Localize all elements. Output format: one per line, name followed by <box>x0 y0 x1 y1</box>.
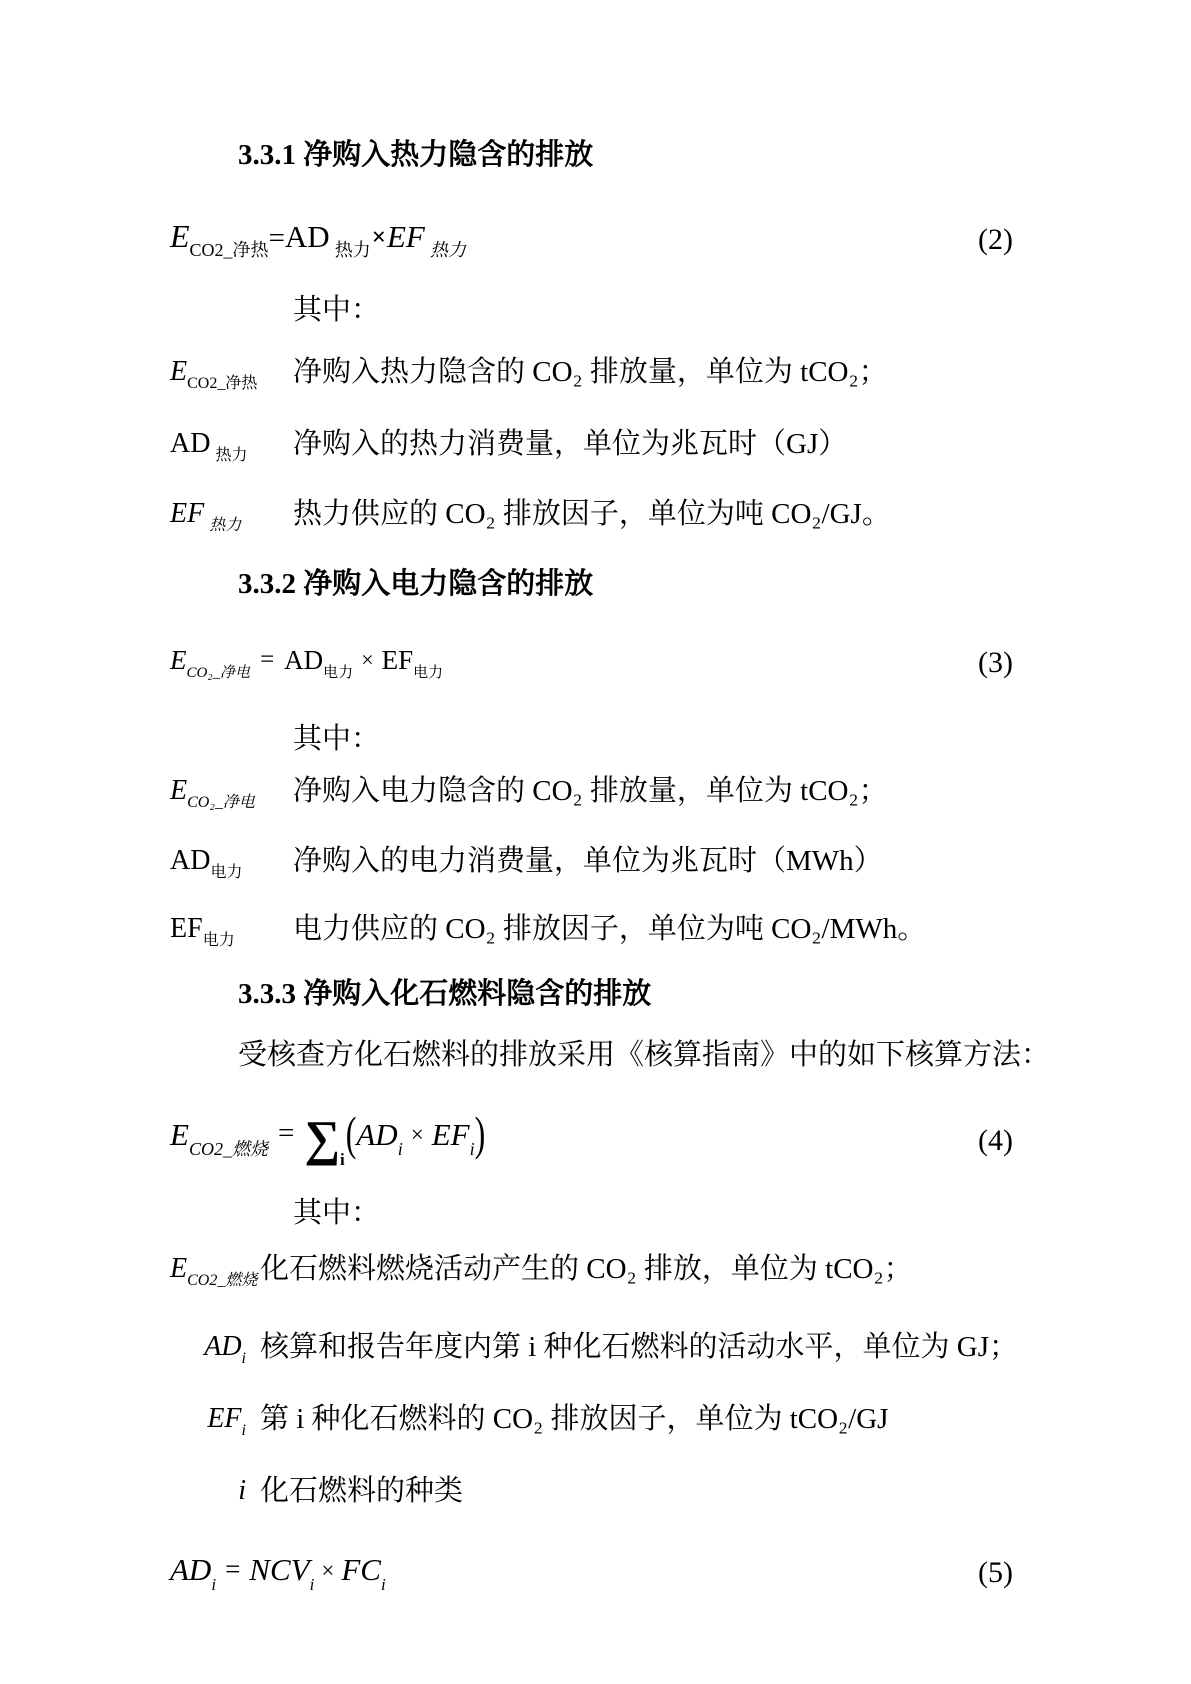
term-symbol-subscript: 电力 <box>210 864 243 881</box>
term-symbol-main: AD <box>170 428 211 459</box>
term-symbol-main: E <box>170 356 188 387</box>
term-row <box>170 1401 1013 1449</box>
term-row <box>170 1473 1013 1521</box>
term-symbol-subscript: CO₂_净电 <box>187 794 255 811</box>
term-symbol <box>170 773 293 821</box>
equals-sign: = <box>260 645 275 673</box>
term-description: 化石燃料的种类 <box>260 1475 464 1507</box>
formula-2-term-b: EF <box>386 219 425 254</box>
term-description: 化石燃料燃烧活动产生的 CO₂ 排放，单位为 tCO₂； <box>260 1253 913 1285</box>
formula-3-term-b: EF <box>381 644 414 675</box>
formula-3-number: (3) <box>978 646 1013 679</box>
term-symbol-subscript: 热力 <box>215 447 248 464</box>
term-description: 第 i 种化石燃料的 CO₂ 排放因子，单位为 tCO₂/GJ <box>260 1403 889 1435</box>
term-description: 电力供应的 CO₂ 排放因子，单位为吨 CO₂/MWh。 <box>293 913 927 945</box>
term-symbol-main: EF <box>207 1403 242 1434</box>
term-symbol-main: EF <box>170 913 203 944</box>
term-symbol-subscript: i <box>241 1350 246 1367</box>
formula-2-body <box>170 218 466 262</box>
where-label: 其中： <box>293 294 381 326</box>
formula-5-lhs: AD <box>170 1551 212 1587</box>
formula-4-body <box>170 1105 486 1170</box>
summation-sign: ∑ <box>304 1109 340 1166</box>
formula-2-term-a: AD <box>284 219 330 254</box>
where-label: 其中： <box>293 723 381 755</box>
formula-2-lhs: E <box>170 218 190 254</box>
formula-4-term-b: EF <box>431 1116 470 1152</box>
formula-4-number: (4) <box>978 1124 1013 1157</box>
equals-sign: = <box>277 1116 295 1149</box>
term-row <box>170 773 1013 821</box>
term-row <box>170 1251 1013 1299</box>
term-symbol-main: AD <box>170 845 211 876</box>
term-symbol-subscript: CO2_燃烧 <box>187 1272 258 1289</box>
formula-3-lhs: E <box>170 644 187 675</box>
formula-5-term-b: FC <box>341 1551 381 1587</box>
summation-index: i <box>339 1149 345 1169</box>
section-heading-3-3-3: 3.3.3 净购入化石燃料隐含的排放 <box>238 978 652 1010</box>
formula-5-term-a-subscript: i <box>309 1574 315 1594</box>
where-label: 其中： <box>293 1197 381 1229</box>
term-symbol <box>170 911 293 959</box>
formula-3-lhs-subscript: CO₂_净电 <box>186 664 251 681</box>
formula-4-term-a-subscript: i <box>397 1138 403 1159</box>
formula-5-body <box>170 1552 386 1595</box>
term-symbol-main: i <box>238 1475 246 1506</box>
term-symbol <box>170 354 293 402</box>
term-symbol-main: EF <box>170 498 205 529</box>
equals-sign: = <box>225 1553 241 1584</box>
formula-2 <box>170 218 1013 262</box>
term-row <box>170 496 1013 544</box>
formula-2-lhs-subscript: CO2_净热 <box>189 240 269 260</box>
term-row <box>170 1329 1019 1377</box>
term-symbol <box>170 496 293 544</box>
term-symbol-subscript: 电力 <box>202 932 235 949</box>
term-row <box>170 911 1013 959</box>
term-symbol-subscript: CO2_净热 <box>187 375 258 392</box>
term-description: 净购入的热力消费量，单位为兆瓦时（GJ） <box>293 428 848 460</box>
formula-3-term-a-subscript: 电力 <box>323 664 354 681</box>
formula-3-body <box>170 645 443 682</box>
term-symbol <box>170 1473 260 1521</box>
formula-4-term-b-subscript: i <box>469 1138 475 1159</box>
formula-3-term-a: AD <box>284 644 324 675</box>
formula-5-term-a: NCV <box>249 1551 310 1587</box>
term-symbol-main: E <box>170 1253 188 1284</box>
multiply-sign: × <box>410 1121 424 1147</box>
term-symbol-main: E <box>170 775 188 806</box>
term-symbol-subscript: i <box>241 1422 246 1439</box>
formula-3-term-b-subscript: 电力 <box>413 664 444 681</box>
term-description: 净购入的电力消费量，单位为兆瓦时（MWh） <box>293 845 883 877</box>
term-description: 核算和报告年度内第 i 种化石燃料的活动水平，单位为 GJ； <box>260 1331 1019 1363</box>
equals-sign: = <box>268 222 285 254</box>
term-symbol-main: AD <box>204 1331 242 1362</box>
formula-2-term-b-subscript: 热力 <box>429 240 466 260</box>
term-symbol <box>170 1251 260 1299</box>
term-symbol <box>170 1401 260 1449</box>
term-row <box>170 354 1013 402</box>
formula-4 <box>170 1105 1013 1169</box>
multiply-sign: × <box>361 646 374 672</box>
formula-5-number: (5) <box>978 1556 1013 1589</box>
formula-4-lhs-subscript: CO2_燃烧 <box>188 1138 268 1159</box>
formula-4-term-a: AD <box>356 1116 398 1152</box>
term-description: 热力供应的 CO₂ 排放因子，单位为吨 CO₂/GJ。 <box>293 498 891 530</box>
multiply-sign: × <box>371 224 386 251</box>
formula-5-term-b-subscript: i <box>380 1574 386 1594</box>
term-symbol <box>170 426 293 474</box>
left-parenthesis: ( <box>345 1105 357 1160</box>
formula-5-lhs-subscript: i <box>211 1574 217 1594</box>
right-parenthesis: ) <box>474 1105 486 1160</box>
term-symbol <box>170 1329 260 1377</box>
term-description: 净购入电力隐含的 CO₂ 排放量，单位为 tCO₂； <box>293 775 888 807</box>
term-description: 净购入热力隐含的 CO₂ 排放量，单位为 tCO₂； <box>293 356 888 388</box>
term-row <box>170 843 1013 891</box>
formula-2-number: (2) <box>978 223 1013 256</box>
term-symbol <box>170 843 293 891</box>
formula-5 <box>170 1551 1013 1595</box>
term-row <box>170 426 1013 474</box>
intro-paragraph: 受核查方化石燃料的排放采用《核算指南》中的如下核算方法： <box>238 1039 1051 1071</box>
formula-3 <box>170 641 1013 685</box>
multiply-sign: × <box>321 1557 335 1583</box>
formula-2-term-a-subscript: 热力 <box>334 240 371 260</box>
section-heading-3-3-1: 3.3.1 净购入热力隐含的排放 <box>238 139 594 171</box>
term-symbol-subscript: 热力 <box>209 517 242 534</box>
section-heading-3-3-2: 3.3.2 净购入电力隐含的排放 <box>238 568 594 600</box>
formula-4-lhs: E <box>170 1116 189 1152</box>
